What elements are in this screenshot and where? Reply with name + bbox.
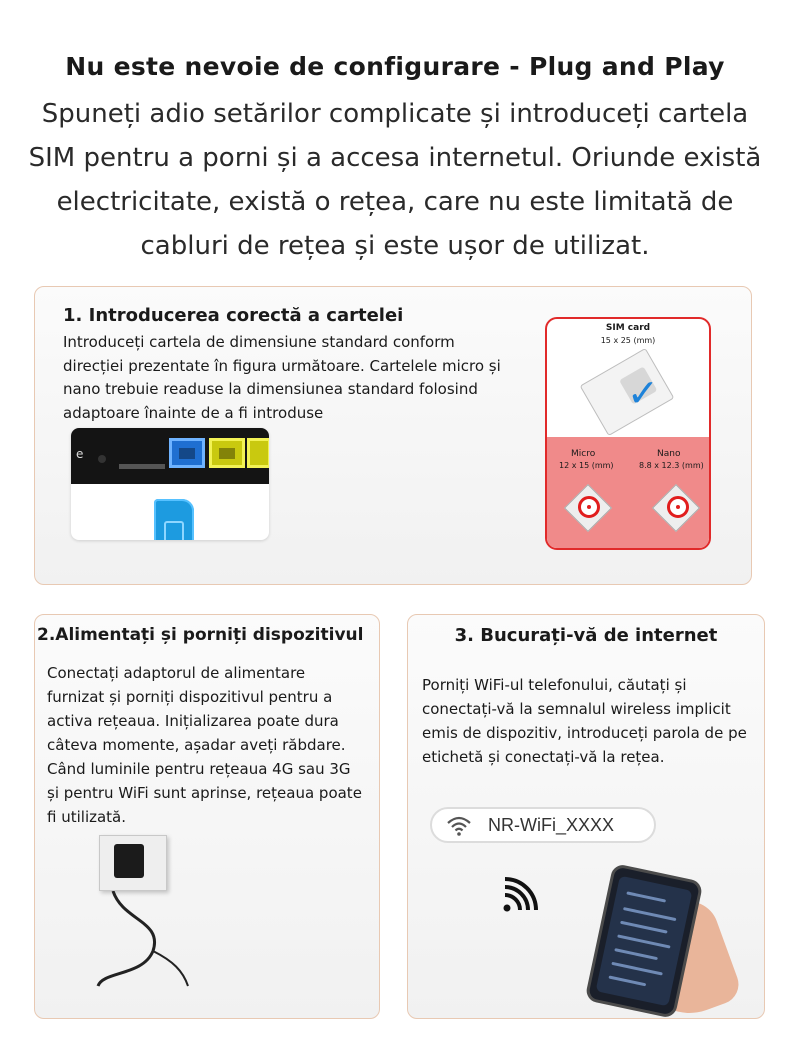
- signal-icon: [502, 877, 538, 913]
- power-outlet-illustration: [99, 835, 167, 891]
- lan-port: [209, 438, 245, 468]
- no-entry-icon: [578, 496, 600, 518]
- sim-slot: [119, 464, 165, 469]
- router-led: [98, 455, 106, 463]
- sim-micro-label: Micro: [571, 449, 596, 459]
- lan-port: [247, 438, 269, 468]
- step-1-card: [34, 286, 752, 585]
- wifi-ssid: NR-WiFi_XXXX: [488, 815, 615, 835]
- check-icon: ✓: [627, 371, 659, 415]
- wan-port: [169, 438, 205, 468]
- step-3-card: [407, 614, 765, 1019]
- step-2-text: Conectați adaptorul de alimentare furnizat și porniți dispozitivul pentru a activa rețeaua. Inițializarea poate dura câteva momente, așadar aveți răbdare. Când luminile pentru rețeaua 4G sau 3G și pentru WiFi sunt aprinse, rețeaua poate fi utilizată.: [47, 664, 362, 826]
- page-title: Nu este nevoie de configurare - Plug and Play: [65, 52, 725, 81]
- sim-card-icon: [154, 499, 194, 540]
- step-3-title: 3. Bucurați-vă de internet: [454, 625, 718, 646]
- router-panel: [71, 428, 269, 484]
- step-1-text: Introduceți cartela de dimensiune standard conform direcției prezentate în figura următoare. Cartelele micro și nano trebuie readuse la dimensiunea standard folosind adaptoare înainte de a fi introduse: [63, 333, 501, 422]
- sim-nano-size: 8.8 x 12.3 (mm): [639, 461, 704, 470]
- router-logo: e: [76, 447, 84, 461]
- phone-screen: [596, 876, 693, 1007]
- sim-standard-label: SIM card: [605, 323, 651, 333]
- step-2-card: [34, 614, 380, 1019]
- power-cable-illustration: [93, 891, 193, 991]
- wifi-network-item[interactable]: [430, 807, 656, 843]
- intro-paragraph: Spuneți adio setărilor complicate și introduceți cartela SIM pentru a porni și a accesa internetul. Oriunde există electricitate, există o rețea, care nu este limitată de cabluri de rețea și este ușor de utilizat.: [28, 99, 762, 261]
- no-entry-icon: [667, 496, 689, 518]
- sim-size-panel: [545, 317, 711, 550]
- step-1-title: 1. Introducerea corectă a cartelei: [63, 305, 404, 326]
- wifi-icon: [446, 815, 472, 837]
- step-2-title: 2.Alimentați și porniți dispozitivul: [37, 625, 364, 645]
- router-illustration: [71, 428, 269, 540]
- sim-nano-label: Nano: [657, 449, 681, 459]
- step-3-text: Porniți WiFi-ul telefonului, căutați și conectați-vă la semnalul wireless implicit emis de dispozitiv, introduceți parola de pe etichetă și conectați-vă la rețea.: [422, 676, 747, 766]
- sim-micro-size: 12 x 15 (mm): [559, 461, 614, 470]
- sim-standard-size: 15 x 25 (mm): [600, 336, 656, 345]
- power-adapter-icon: [114, 844, 144, 878]
